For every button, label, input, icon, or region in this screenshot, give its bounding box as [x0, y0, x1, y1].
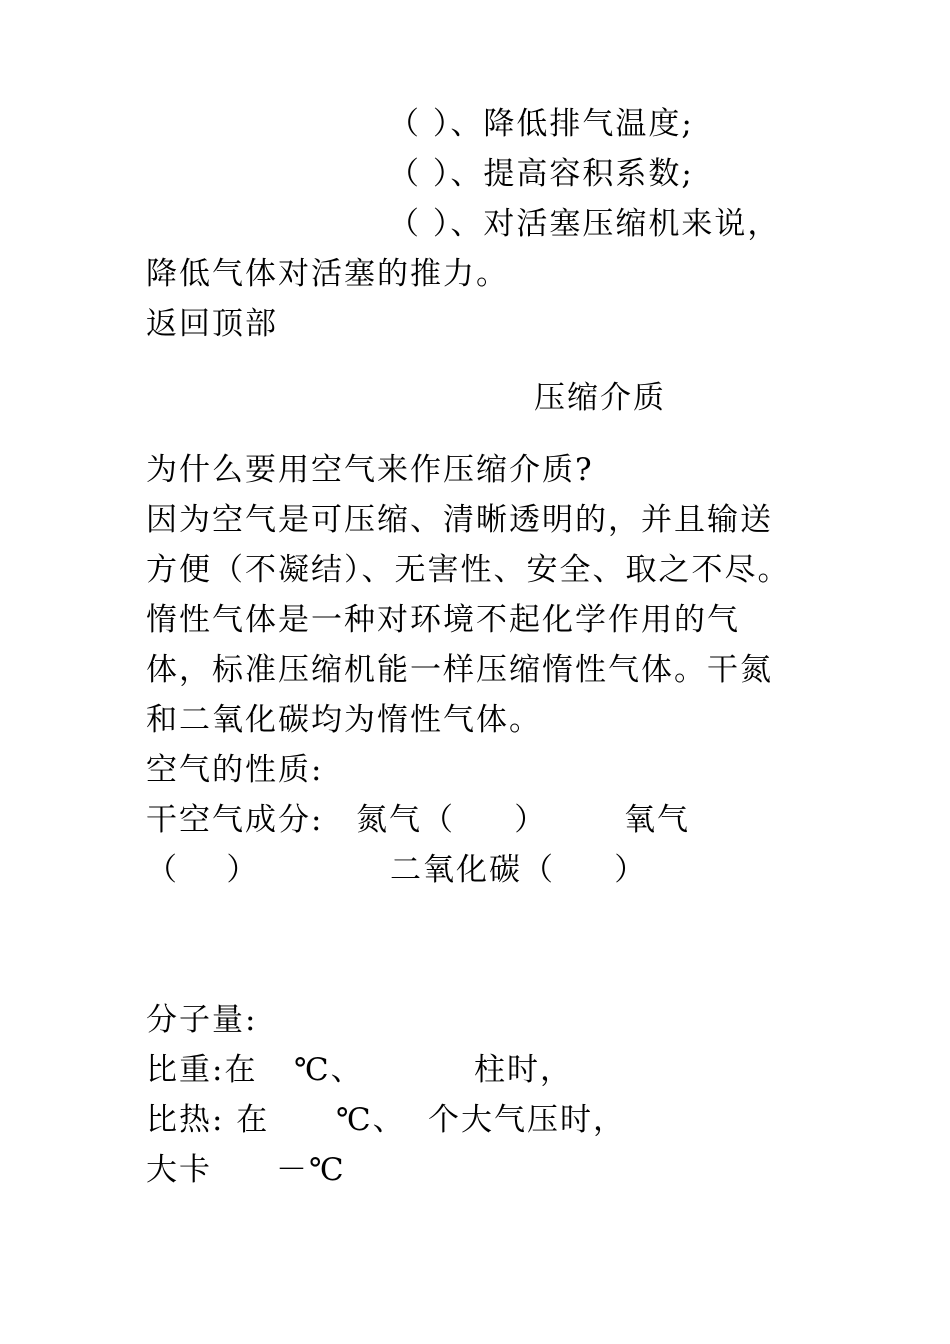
co2-field: 二氧化碳（ ）	[390, 852, 648, 888]
specific-heat-suffix: 个大气压时，	[428, 1102, 626, 1138]
oxygen-label: 氧气	[624, 802, 690, 838]
unit-line-unit: －℃	[276, 1152, 346, 1188]
answer-line-3: 惰性气体是一种对环境不起化学作用的气	[146, 602, 740, 638]
back-to-top-link[interactable]: 返回顶部	[146, 306, 278, 342]
option-line-1: （ ）、降低排气温度;	[388, 106, 694, 142]
nitrogen-field: 氮气（ ）	[356, 802, 548, 838]
option-line-3: （ ）、对活塞压缩机来说，	[388, 206, 781, 242]
section-title: 压缩介质	[534, 380, 666, 416]
option-line-2: （ ）、提高容积系数;	[388, 156, 694, 192]
oxygen-blank: （ ）	[146, 852, 260, 888]
molecular-weight-label: 分子量:	[146, 1002, 258, 1038]
specific-gravity-suffix: 柱时，	[474, 1052, 573, 1088]
option-line-continuation: 降低气体对活塞的推力。	[146, 256, 509, 292]
specific-heat-label: 比热: 在	[146, 1102, 270, 1138]
answer-line-5: 和二氧化碳均为惰性气体。	[146, 702, 542, 738]
specific-gravity-unit: ℃、	[294, 1052, 364, 1088]
answer-line-2: 方便（不凝结）、无害性、安全、取之不尽。	[146, 552, 791, 588]
answer-line-4: 体，标准压缩机能一样压缩惰性气体。干氮	[146, 652, 773, 688]
specific-heat-unit: ℃、	[336, 1102, 406, 1138]
properties-title: 空气的性质:	[146, 752, 324, 788]
question-text: 为什么要用空气来作压缩介质?	[146, 452, 594, 488]
unit-line-label: 大卡	[146, 1152, 212, 1188]
specific-gravity-label: 比重:在	[146, 1052, 258, 1088]
answer-line-1: 因为空气是可压缩、清晰透明的，并且输送	[146, 502, 773, 538]
composition-label: 干空气成分:	[146, 802, 324, 838]
